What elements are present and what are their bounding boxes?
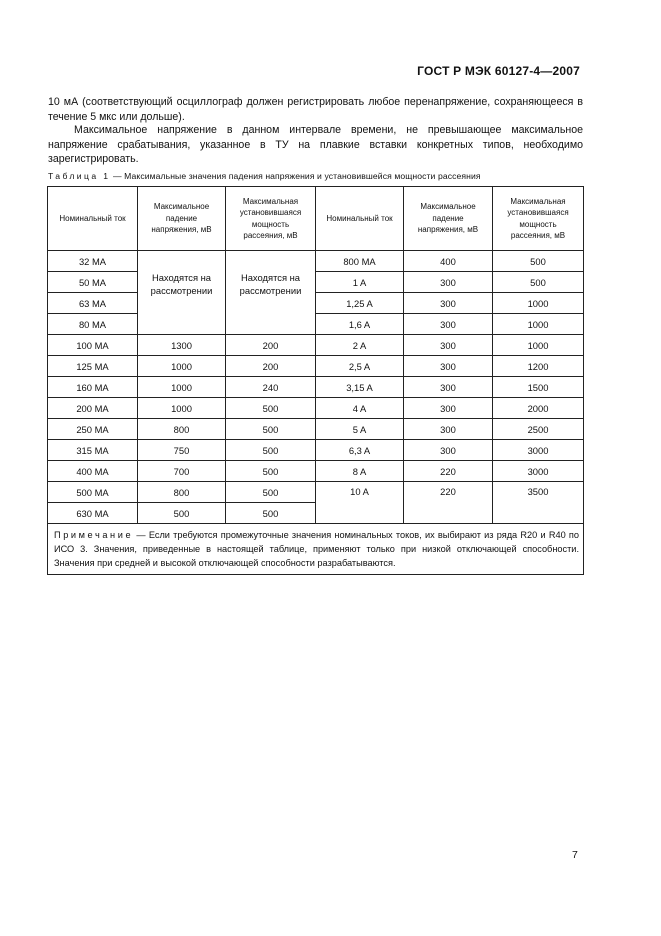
table-cell: 400	[404, 251, 493, 272]
table-cell: 4 A	[316, 398, 404, 419]
table-note-prefix: Примечание	[54, 530, 134, 540]
table-cell-under-review: Находятся на рассмотрении	[226, 251, 316, 335]
table-cell: 750	[138, 440, 226, 461]
table-cell: 800	[138, 482, 226, 503]
table-cell: 5 A	[316, 419, 404, 440]
table-row	[48, 461, 584, 482]
table-cell: 10 A	[316, 482, 404, 524]
table-cell: 630 MA	[48, 503, 138, 524]
table-cell: 220	[404, 482, 493, 524]
column-header: Номинальный ток	[316, 187, 404, 251]
body-paragraph-1: 10 мА (соответствующий осциллограф должен регистрировать любое перенапряжение, сохраняющееся в течение 5 мкс или дольше).	[48, 96, 583, 123]
table-cell: 300	[404, 377, 493, 398]
table-cell: 2500	[493, 419, 584, 440]
table-cell: 1000	[493, 314, 584, 335]
table-cell: 500	[226, 419, 316, 440]
table-cell: 1000	[138, 377, 226, 398]
table-cell: 80 MA	[48, 314, 138, 335]
table-note-row	[48, 524, 584, 575]
table-row	[48, 398, 584, 419]
table-cell: 2 A	[316, 335, 404, 356]
table-row	[48, 377, 584, 398]
table-cell: 200	[226, 335, 316, 356]
column-header: Максимальная установившаяся мощность рассеяния, мВ	[226, 187, 316, 251]
table-cell: 1500	[493, 377, 584, 398]
table-cell: 315 MA	[48, 440, 138, 461]
table-cell: 500	[226, 482, 316, 503]
table-cell: 220	[404, 461, 493, 482]
column-header: Максимальное падение напряжения, мВ	[138, 187, 226, 251]
table-cell: 3,15 A	[316, 377, 404, 398]
table-row	[48, 482, 584, 503]
table-row	[48, 419, 584, 440]
table-cell-under-review: Находятся на рассмотрении	[138, 251, 226, 335]
column-header: Номинальный ток	[48, 187, 138, 251]
document-header: ГОСТ Р МЭК 60127-4—2007	[417, 64, 580, 78]
fuse-voltage-table	[47, 186, 584, 575]
table-cell: 250 MA	[48, 419, 138, 440]
table-cell: 6,3 A	[316, 440, 404, 461]
table-cell: 400 MA	[48, 461, 138, 482]
table-cell: 300	[404, 314, 493, 335]
table-cell: 3500	[493, 482, 584, 524]
table-cell: 3000	[493, 461, 584, 482]
table-cell: 700	[138, 461, 226, 482]
table-cell: 63 MA	[48, 293, 138, 314]
table-cell: 32 MA	[48, 251, 138, 272]
table-row	[48, 440, 584, 461]
table-cell: 2,5 A	[316, 356, 404, 377]
table-cell: 500	[493, 272, 584, 293]
table-cell: 1000	[493, 293, 584, 314]
table-cell: 125 MA	[48, 356, 138, 377]
table-cell: 1300	[138, 335, 226, 356]
table-cell: 200	[226, 356, 316, 377]
column-header: Максимальная установившаяся мощность рассеяния, мВ	[493, 187, 584, 251]
table-caption-prefix: Таблица 1	[48, 171, 111, 181]
table-cell: 300	[404, 293, 493, 314]
table-cell: 300	[404, 335, 493, 356]
column-header: Максимальное падение напряжения, мВ	[404, 187, 493, 251]
table-cell: 1000	[138, 356, 226, 377]
page-number: 7	[572, 849, 578, 861]
table-cell: 300	[404, 419, 493, 440]
table-cell: 300	[404, 272, 493, 293]
table-row	[48, 356, 584, 377]
table-cell: 100 MA	[48, 335, 138, 356]
table-cell: 500	[493, 251, 584, 272]
table-row	[48, 314, 584, 335]
table-row	[48, 272, 584, 293]
table-cell: 1000	[493, 335, 584, 356]
table-cell: 8 A	[316, 461, 404, 482]
table-cell: 240	[226, 377, 316, 398]
table-cell: 500	[226, 440, 316, 461]
table-cell: 500	[226, 461, 316, 482]
table-cell: 800 MA	[316, 251, 404, 272]
body-paragraph-2: Максимальное напряжение в данном интервале времени, не превышающее максимальное напряжение срабатывания, указанное в ТУ на плавкие вставки конкретных типов, необходимо зарегистрировать.	[48, 124, 583, 165]
table-cell: 500 MA	[48, 482, 138, 503]
table-cell: 3000	[493, 440, 584, 461]
table-row	[48, 335, 584, 356]
table-cell: 1000	[138, 398, 226, 419]
table-cell: 50 MA	[48, 272, 138, 293]
table-cell: 300	[404, 440, 493, 461]
table-note-text: — Если требуются промежуточные значения номинальных токов, их выбирают из ряда R20 и R40 по ИСО 3. Значения, приведенные в настоящей таблице, применяют только при низкой отключающей способности. Значения при средней и высокой отключающей способности разрабатываются.	[54, 530, 579, 568]
table-cell: 1,6 A	[316, 314, 404, 335]
table-cell: 200 MA	[48, 398, 138, 419]
table-cell: 1200	[493, 356, 584, 377]
table-header-row	[48, 187, 584, 251]
table-cell: 800	[138, 419, 226, 440]
table-caption-text: — Максимальные значения падения напряжения и установившейся мощности рассеяния	[110, 171, 481, 181]
table-cell: 500	[226, 503, 316, 524]
table-cell: 1 A	[316, 272, 404, 293]
table-note	[48, 524, 584, 575]
table-row	[48, 251, 584, 272]
table-cell: 160 MA	[48, 377, 138, 398]
table-cell: 2000	[493, 398, 584, 419]
table-cell: 500	[226, 398, 316, 419]
table-row	[48, 293, 584, 314]
table-cell: 300	[404, 356, 493, 377]
table-cell: 500	[138, 503, 226, 524]
table-cell: 300	[404, 398, 493, 419]
table-cell: 1,25 A	[316, 293, 404, 314]
table-caption	[48, 171, 588, 181]
